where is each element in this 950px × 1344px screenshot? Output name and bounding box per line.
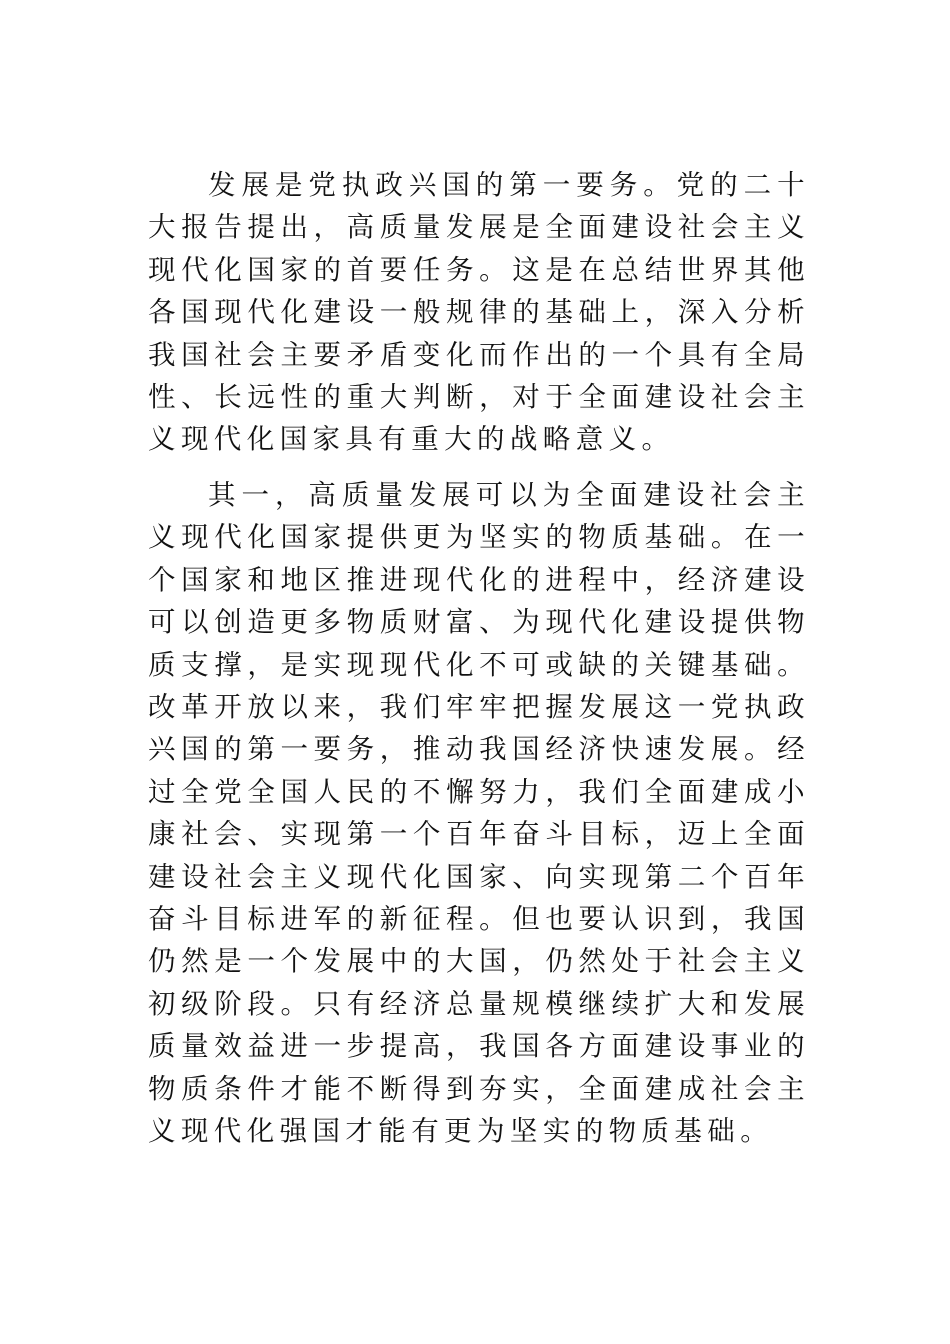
body-paragraph-1: 发展是党执政兴国的第一要务。党的二十大报告提出，高质量发展是全面建设社会主义现代化国家的首要任务。这是在总结世界其他各国现代化建设一般规律的基础上，深入分析我国社会主要矛盾变化而作出的一个具有全局性、长远性的重大判断，对于全面建设社会主义现代化国家具有重大的战略意义。 [148,169,810,456]
body-paragraph-2: 其一，高质量发展可以为全面建设社会主义现代化国家提供更为坚实的物质基础。在一个国家和地区推进现代化的进程中，经济建设可以创造更多物质财富、为现代化建设提供物质支撑，是实现现代化不可或缺的关键基础。改革开放以来，我们牢牢把握发展这一党执政兴国的第一要务，推动我国经济快速发展。经过全党全国人民的不懈努力，我们全面建成小康社会、实现第一个百年奋斗目标，迈上全面建设社会主义现代化国家、向实现第二个百年奋斗目标进军的新征程。但也要认识到，我国仍然是一个发展中的大国，仍然处于社会主义初级阶段。只有经济总量规模继续扩大和发展质量效益进一步提高，我国各方面建设事业的物质条件才能不断得到夯实，全面建成社会主义现代化强国才能有更为坚实的物质基础。 [148,479,810,1148]
